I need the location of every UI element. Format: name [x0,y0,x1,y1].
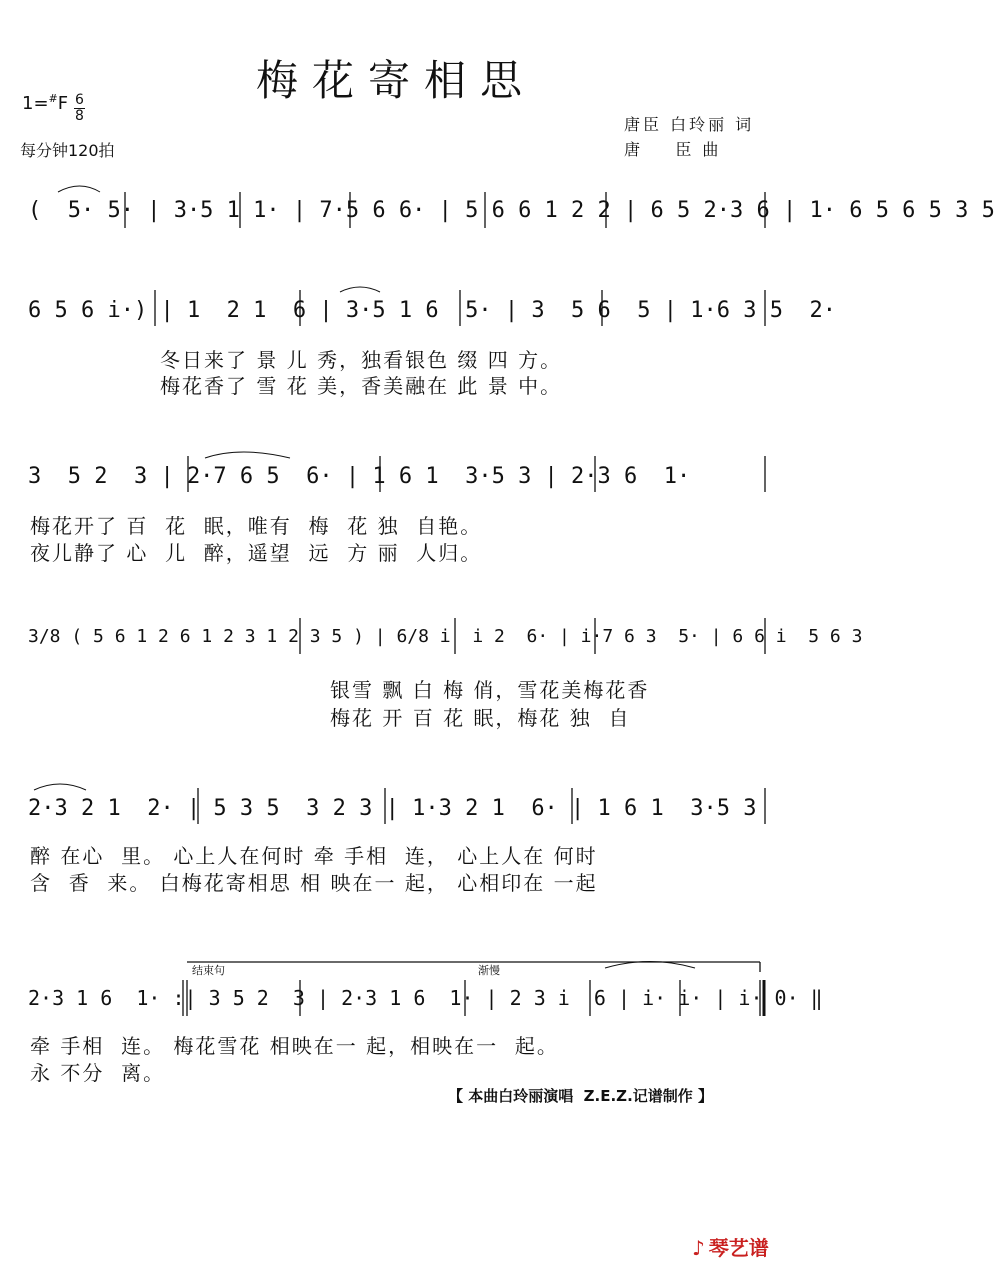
lyric-4-verse-1: 银雪 飘 白 梅 俏，雪花美梅花香 [330,678,650,702]
lyric-6-verse-1: 牵 手相 连。 梅花雪花 相映在一 起，相映在一 起。 [30,1034,559,1058]
lyric-2-verse-1: 冬日来了 景 儿 秀，独看银色 缀 四 方。 [160,348,563,372]
footer-credit: 【 本曲白玲丽演唱 Z.E.Z.记谱制作 】 [448,1087,713,1105]
staff-line-5: 2·3 2 1 2· | 5 3 5 3 2 3 | 1·3 2 1 6· | 1 6 1 3·5 3 [28,796,757,821]
lyric-4-verse-2: 梅花 开 百 花 眠，梅花 独 自 [330,706,631,730]
lyric-5-verse-2: 含 香 来。 白梅花寄相思 相 映在一 起， 心相印在 一起 [30,871,598,895]
composer-credit: 唐 臣 曲 [624,140,722,159]
lyric-2-verse-2: 梅花香了 雪 花 美，香美融在 此 景 中。 [160,374,563,398]
lyric-3-verse-1: 梅花开了 百 花 眠，唯有 梅 花 独 自艳。 [30,514,483,538]
staff-line-2: 6 5 6 i·) | 1 2 1 6 | 3·5 1 6 5· | 3 5 6 5 | 1·6 3 5 2· [28,298,836,323]
staff-line-3: 3 5 2 3 | 2·7 6 5 6· | 1 6 1 3·5 3 | 2·3 6 1· [28,464,691,489]
site-logo: ♪ 琴艺谱 [692,1236,769,1260]
time-signature: 6 8 [75,92,84,124]
staff-line-4: 3/8 ( 5 6 1 2 6 1 2 3 1 2 3 5 ) | 6/8 i i 2 6· | i·7 6 3 5· | 6 6 i 5 6 3 [28,626,863,647]
staff-line-6: 2·3 1 6 1· :| 3 5 2 3 | 2·3 1 6 1· | 2 3 i 6 | i· i· | i· 0· ‖ [28,986,823,1010]
song-title: 梅花寄相思 [255,56,536,105]
tempo-marking: 每分钟120拍 [20,141,115,160]
key-signature: 1=#F [22,92,69,114]
lyricist-credit: 唐臣 白玲丽 词 [624,115,755,134]
lyric-6-verse-2: 永 不分 离。 [30,1061,166,1085]
ending-label: 结束句 [192,964,225,977]
lyric-3-verse-2: 夜儿静了 心 儿 醉，遥望 远 方 丽 人归。 [30,541,483,565]
ritardando-label: 渐慢 [478,964,500,977]
staff-line-1: ( 5· 5· | 3·5 1 1· | 7·5 6 6· | 5 6 6 1 2 2 | 6 5 2·3 6 | 1· 6 5 6 5 3 5 [28,198,995,223]
lyric-5-verse-1: 醉 在心 里。 心上人在何时 牵 手相 连， 心上人在 何时 [30,844,598,868]
logo-mark-icon: ♪ [692,1236,705,1260]
